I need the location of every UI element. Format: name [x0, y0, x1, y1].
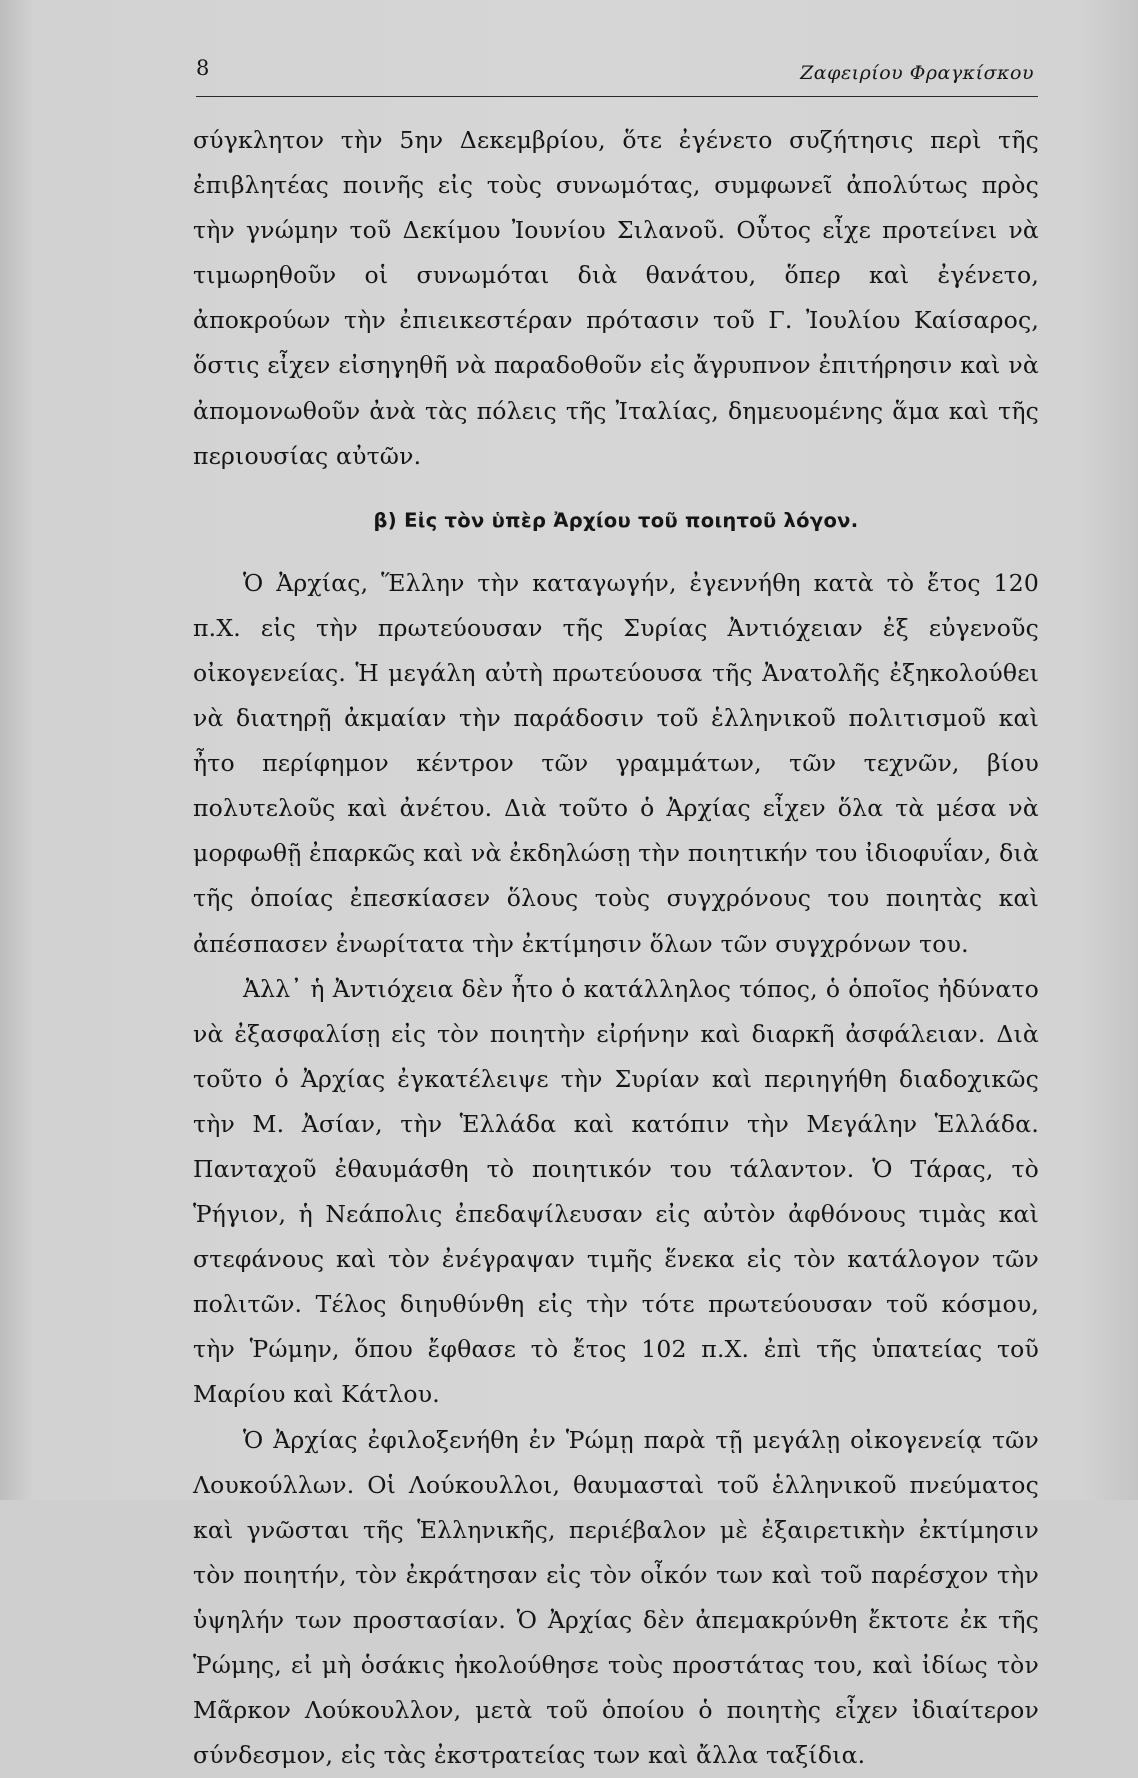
intro-paragraph: σύγκλητον τὴν 5ην Δεκεμβρίου, ὅτε ἐγένετο συζήτησις περὶ τῆς ἐπιβλητέας ποινῆς εἰς τοὺς συνωμότας, συμφωνεῖ ἀπολύτως πρὸς τὴν γνώμην τοῦ Δεκίμου Ἰουνίου Σιλανοῦ. Οὗτος εἶχε προτείνει νὰ τιμωρηθοῦν οἱ συνωμόται διὰ θανάτου, ὅπερ καὶ ἐγένετο, ἀποκρούων τὴν ἐπιεικεστέραν πρότασιν τοῦ Γ. Ἰουλίου Καίσαρος, ὅστις εἶχεν εἰσηγηθῆ νὰ παραδοθοῦν εἰς ἄγρυπνον ἐπιτήρησιν καὶ νὰ ἀπομονωθοῦν ἀνὰ τὰς πόλεις τῆς Ἰταλίας, δημευομένης ἅμα καὶ τῆς περιουσίας αὐτῶν. [193, 126, 1039, 470]
running-head: Ζαφειρίου Φραγκίσκου [800, 62, 1034, 84]
paragraph-1: Ὁ Ἀρχίας, Ἕλλην τὴν καταγωγήν, ἐγεννήθη κατὰ τὸ ἔτος 120 π.Χ. εἰς τὴν πρωτεύουσαν τῆς Συρίας Ἀντιόχειαν ἐξ εὐγενοῦς οἰκογενείας. Ἡ μεγάλη αὐτὴ πρωτεύουσα τῆς Ἀνατολῆς ἐξηκολούθει νὰ διατηρῇ ἀκμαίαν τὴν παράδοσιν τοῦ ἑλληνικοῦ πολιτισμοῦ καὶ ἦτο περίφημον κέντρον τῶν γραμμάτων, τῶν τεχνῶν, βίου πολυτελοῦς καὶ ἀνέτου. Διὰ τοῦτο ὁ Ἀρχίας εἶχεν ὅλα τὰ μέσα νὰ μορφωθῇ ἐπαρκῶς καὶ νὰ ἐκδηλώσῃ τὴν ποιητικήν του ἰδιοφυΐαν, διὰ τῆς ὁποίας ἐπεσκίασεν ὅλους τοὺς συγχρόνους του ποιητὰς καὶ ἀπέσπασεν ἐνωρίτατα τὴν ἐκτίμησιν ὅλων τῶν συγχρόνων του. [193, 568, 1039, 958]
body-text [193, 118, 1039, 1778]
paragraph-2: Ἀλλ᾽ ἡ Ἀντιόχεια δὲν ἦτο ὁ κατάλληλος τόπος, ὁ ὁποῖος ἠδύνατο νὰ ἐξασφαλίσῃ εἰς τὸν ποιητὴν εἰρήνην καὶ διαρκῆ ἀσφάλειαν. Διὰ τοῦτο ὁ Ἀρχίας ἐγκατέλειψε τὴν Συρίαν καὶ περιηγήθη διαδοχικῶς τὴν Μ. Ἀσίαν, τὴν Ἑλλάδα καὶ κατόπιν τὴν Μεγάλην Ἑλλάδα. Πανταχοῦ ἐθαυμάσθη τὸ ποιητικόν του τάλαντον. Ὁ Τάρας, τὸ Ῥήγιον, ἡ Νεάπολις ἐπεδαψίλευσαν εἰς αὐτὸν ἀφθόνους τιμὰς καὶ στεφάνους καὶ τὸν ἐνέγραψαν τιμῆς ἕνεκα εἰς τὸν κατάλογον τῶν πολιτῶν. Τέλος διηυθύνθη εἰς τὴν τότε πρωτεύουσαν τοῦ κόσμου, τὴν Ῥώμην, ὅπου ἔφθασε τὸ ἔτος 102 π.Χ. ἐπὶ τῆς ὑπατείας τοῦ Μαρίου καὶ Κάτλου. [193, 974, 1039, 1409]
page-number: 8 [196, 56, 210, 80]
section-heading: β) Εἰς τὸν ὑπὲρ Ἀρχίου τοῦ ποιητοῦ λόγον. [373, 508, 859, 532]
page-header [196, 56, 1038, 97]
paragraph-3: Ὁ Ἀρχίας ἐφιλοξενήθη ἐν Ῥώμῃ παρὰ τῇ μεγάλῃ οἰκογενείᾳ τῶν Λουκούλλων. Οἱ Λούκουλλοι, θαυμασταὶ τοῦ ἑλληνικοῦ πνεύματος καὶ γνῶσται τῆς Ἑλληνικῆς, περιέβαλον μὲ ἐξαιρετικὴν ἐκτίμησιν τὸν ποιητήν, τὸν ἐκράτησαν εἰς τὸν οἶκόν των καὶ τοῦ παρέσχον τὴν ὑψηλήν των προστασίαν. Ὁ Ἀρχίας δὲν ἀπεμακρύνθη ἔκτοτε ἐκ τῆς Ῥώμης, εἰ μὴ ὁσάκις ἠκολούθησε τοὺς προστάτας του, καὶ ἰδίως τὸν Μᾶρκον Λούκουλλον, μετὰ τοῦ ὁποίου ὁ ποιητὴς εἶχεν ἰδιαίτερον σύνδεσμον, εἰς τὰς ἐκστρατείας των καὶ ἄλλα ταξίδια. [193, 1425, 1039, 1770]
